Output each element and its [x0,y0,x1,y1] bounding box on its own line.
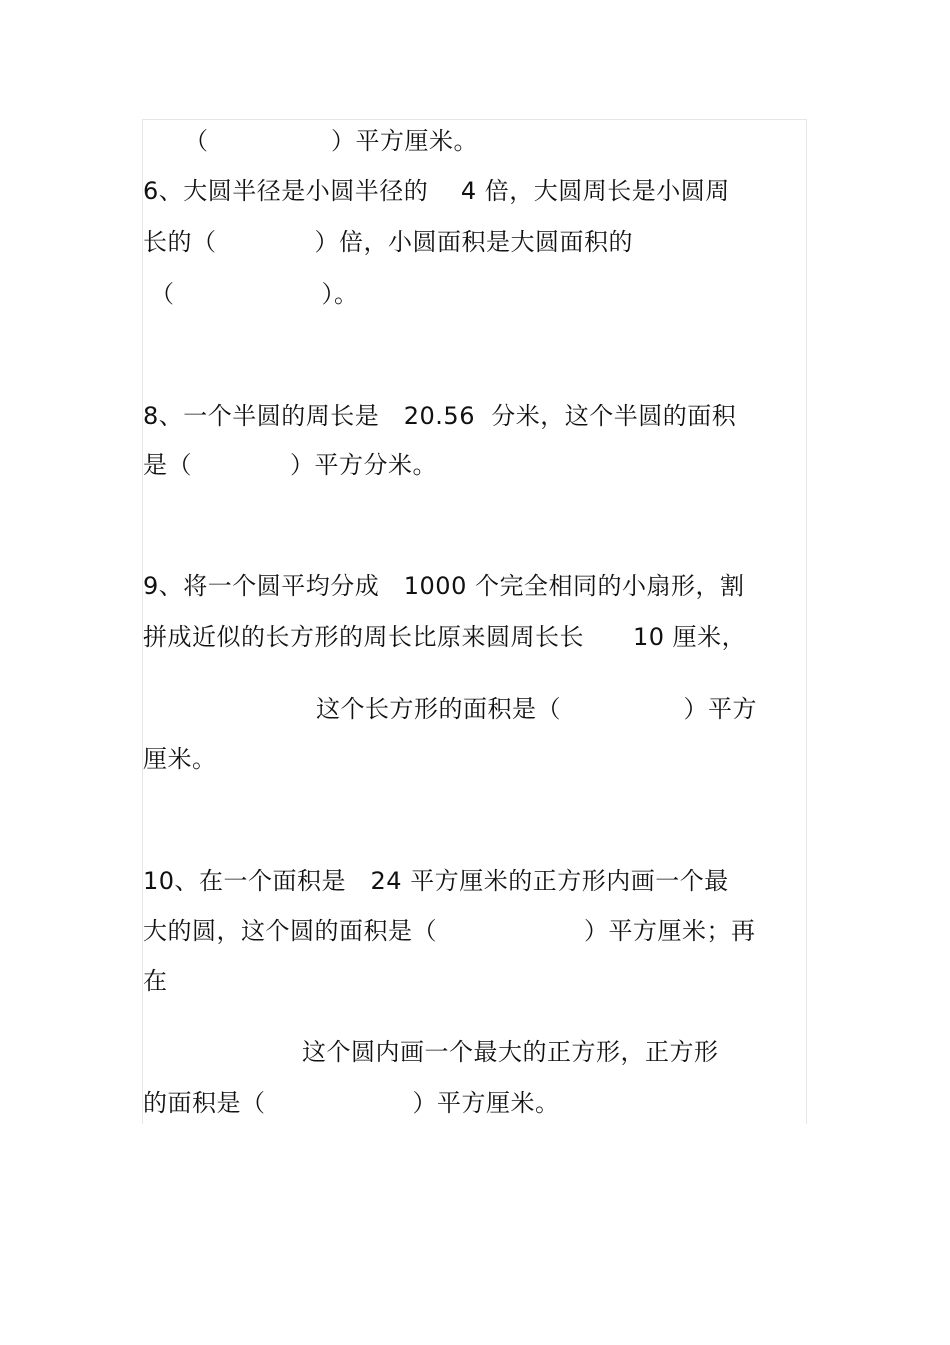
page-border-right [806,119,807,1124]
line-q5-end: （ ）平方厘米。 [184,127,478,155]
line-q9-2: 拼成近似的长方形的周长比原来圆周长长 10 厘米， [143,623,747,651]
line-q9-4: 厘米。 [143,745,217,773]
line-q8-2: 是（ ）平方分米。 [143,451,437,479]
page-border-top [142,119,807,120]
line-q10-4: 这个圆内画一个最大的正方形，正方形 [302,1038,719,1066]
line-q10-3: 在 [143,967,168,995]
line-q9-3: 这个长方形的面积是（ ）平方 [316,695,757,723]
line-q6-3: （ ）。 [150,280,359,308]
line-q10-5: 的面积是（ ）平方厘米。 [143,1089,560,1117]
line-q6-2: 长的（ ）倍，小圆面积是大圆面积的 [143,228,633,256]
line-q9-1: 9、将一个圆平均分成 1000 个完全相同的小扇形，割 [143,572,745,600]
line-q10-1: 10、在一个面积是 24 平方厘米的正方形内画一个最 [143,867,729,895]
line-q8-1: 8、一个半圆的周长是 20.56 分米，这个半圆的面积 [143,402,737,430]
line-q6-1: 6、大圆半径是小圆半径的 4 倍，大圆周长是小圆周 [143,177,730,205]
line-q10-2: 大的圆，这个圆的面积是（ ）平方厘米；再 [143,917,756,945]
